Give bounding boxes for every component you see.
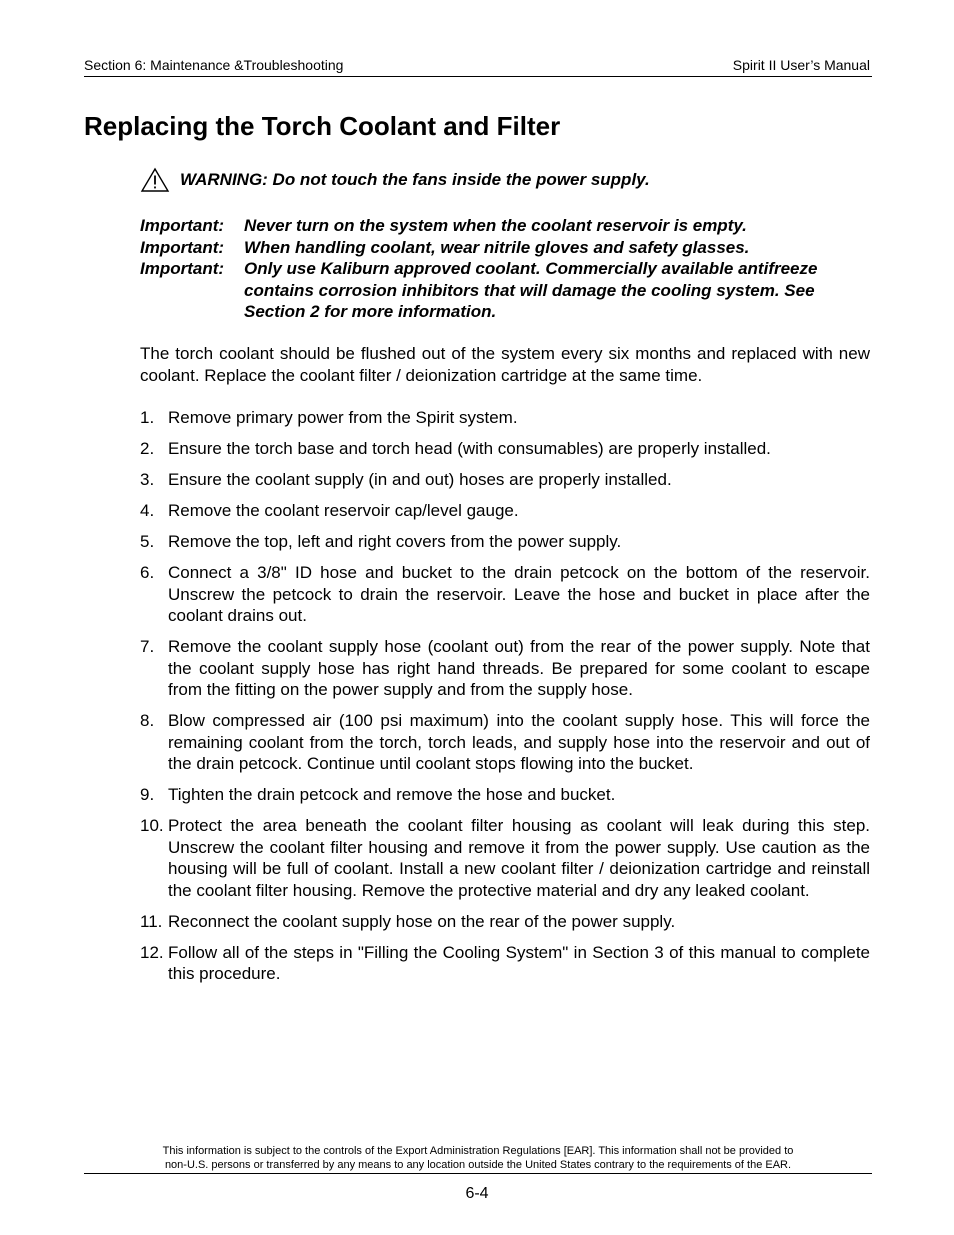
header-section: Section 6: Maintenance &Troubleshooting	[84, 57, 344, 73]
important-note-1	[140, 215, 870, 237]
export-control-notice	[84, 1144, 872, 1174]
important-text: Never turn on the system when the coolant reservoir is empty.	[244, 216, 747, 235]
notice-line-2: non-U.S. persons or transferred by any means to any location outside the United States contrary to the requirements of the EAR.	[164, 1159, 792, 1171]
intro-paragraph: The torch coolant should be flushed out of the system every six months and replaced with new coolant. Replace the coolant filter / deionization cartridge at the same time.	[140, 344, 870, 385]
list-item: 5. Remove the top, left and right covers from the power supply.	[140, 532, 622, 551]
important-label: Important:	[140, 259, 225, 278]
list-item: 11. Reconnect the coolant supply hose on the rear of the power supply.	[140, 911, 676, 931]
important-note-2	[140, 237, 870, 259]
list-item: 12. Follow all of the steps in "Filling the Cooling System" in Section 3 of this manual to complete this procedure.	[140, 942, 870, 983]
important-text: When handling coolant, wear nitrile gloves and safety glasses.	[244, 237, 750, 257]
important-label: Important:	[140, 237, 225, 257]
important-label: Important:	[140, 216, 225, 235]
header-manual-title: Spirit II User’s Manual	[732, 57, 870, 73]
list-item: 7. Remove the coolant supply hose (coolant out) from the rear of the power supply. Note that the coolant supply hose has right hand threads. Be prepared for some coolant to escape from the fitting on the power supply and from the supply hose.	[140, 637, 870, 699]
important-text: Only use Kaliburn approved coolant. Commercially available antifreeze contains corrosion inhibitors that will damage the cooling system. See Section 2 for more information.	[244, 259, 818, 321]
list-item: 6. Connect a 3/8" ID hose and bucket to the drain petcock on the bottom of the reservoir. Unscrew the petcock to drain the reservoir. Leave the hose and bucket in place after the coolant drains out.	[140, 563, 870, 625]
list-item: 10. Protect the area beneath the coolant filter housing as coolant will leak during this step. Unscrew the coolant filter housing and remove it from the power supply. Use caution as the housing will be full of coolant. Install a new coolant filter / deionization cartridge and reinstall the coolant filter housing. Remove the protective material and dry any leaked coolant.	[140, 816, 870, 900]
warning-triangle-icon	[140, 167, 170, 193]
warning-text: WARNING: Do not touch the fans inside the power supply.	[180, 170, 650, 189]
list-item: 2. Ensure the torch base and torch head (with consumables) are properly installed.	[140, 439, 771, 458]
list-item: 9. Tighten the drain petcock and remove the hose and bucket.	[140, 785, 616, 804]
list-item: 1. Remove primary power from the Spirit system.	[140, 408, 518, 427]
page-header	[84, 56, 872, 77]
procedure-steps	[140, 407, 870, 994]
page-title: Replacing the Torch Coolant and Filter	[84, 111, 561, 141]
list-item: 8. Blow compressed air (100 psi maximum) into the coolant supply hose. This will force the remaining coolant from the torch, torch leads, and supply hose into the reservoir and out of the drain petcock. Continue until coolant stops flowing into the bucket.	[140, 711, 870, 773]
page-number: 6-4	[465, 1185, 489, 1202]
list-item: 4. Remove the coolant reservoir cap/level gauge.	[140, 501, 519, 520]
notice-line-1: This information is subject to the controls of the Export Administration Regulations [EAR]. This information shall not be provided to	[162, 1145, 794, 1157]
important-note-3	[140, 258, 856, 323]
list-item: 3. Ensure the coolant supply (in and out) hoses are properly installed.	[140, 470, 672, 489]
